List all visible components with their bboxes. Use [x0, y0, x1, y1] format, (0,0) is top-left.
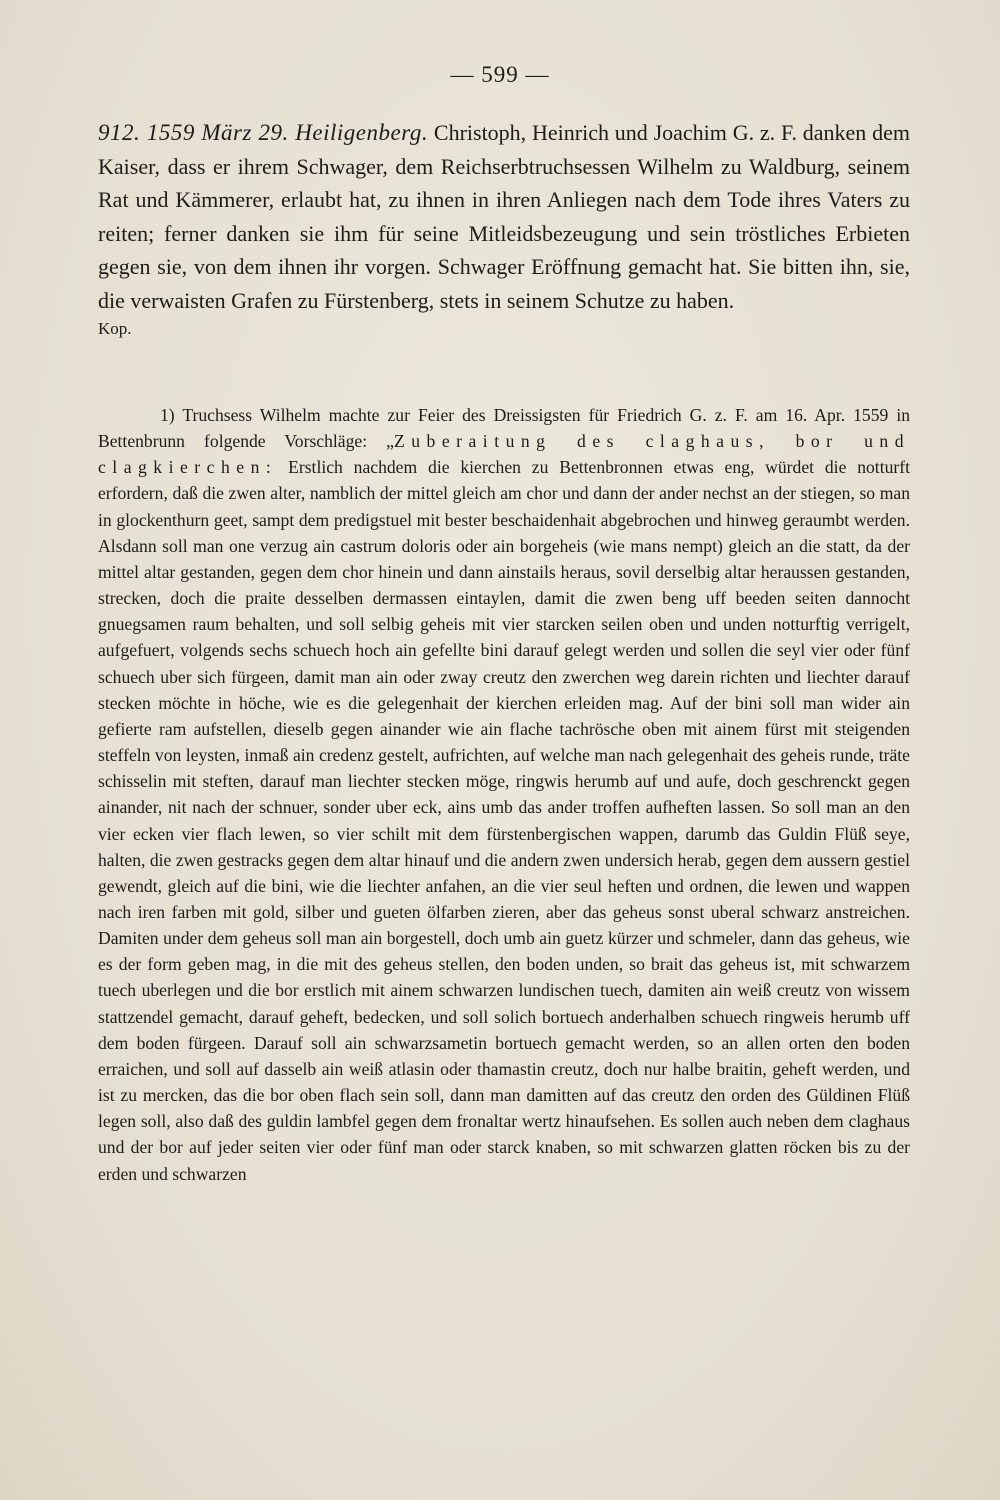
- entry-source: Kop.: [98, 319, 132, 338]
- footnote-intro: 1) Truchsess Wilhelm machte zur Feier des Dreissigsten für Friedrich G. z. F. am 16. Apr. 1559 in Bettenbrunn folgende Vorschläge: „: [98, 405, 910, 452]
- regest-entry: [98, 116, 910, 341]
- page-number: — 599 —: [450, 62, 550, 87]
- footnote: [98, 402, 910, 1187]
- entry-heading: 912. 1559 März 29. Heiligenberg.: [98, 120, 429, 145]
- footnote-paragraph: [98, 402, 910, 1187]
- regest-paragraph: [98, 116, 910, 341]
- entry-body: Christoph, Heinrich und Joachim G. z. F. danken dem Kaiser, dass er ihrem Schwager, dem Reichserbtruchsessen Wilhelm zu Waldburg, seinem Rat und Kämmerer, erlaubt hat, zu ihnen in ihren Anliegen nach dem Tode ihres Vaters zu reiten; ferner danken sie ihm für seine Mitleidsbezeugung und sein tröstliches Erbieten gegen sie, von dem ihnen ihr vorgen. Schwager Eröffnung gemacht hat. Sie bitten ihn, sie, die verwaisten Grafen zu Fürstenberg, stets in seinem Schutze zu haben.: [98, 120, 910, 313]
- footnote-text: Erstlich nachdem die kierchen zu Bettenbronnen etwas eng, würdet die notturft erfordern, daß die zwen alter, namblich der mittel gleich am chor und dann der ander nechst an der stiegen, so man in glockenthurn geet, sampt dem predigstuel mit bester beschaidenhait abgebrochen und hinweg geraumbt werden. Alsdann soll man one verzug ain castrum doloris oder ain borgeheis (wie mans nempt) gleich an die statt, da der mittel altar gestanden, gegen dem chor hinein und dann ainstails heraus, sovil derselbig altar heraussen gestanden, strecken, doch die praite desselben dermassen eintaylen, damit die zwen beng uff beeden seiten dannocht gnuegsamen raum behalten, und soll selbig geheis mit vier starcken seilen oben und unden notturftig verrigelt, aufgefuert, volgends sechs schuech hoch ain gefellte bini darauf gelegt werden und sollen die seyl vier oder fünf schuech uber sich fürgeen, damit man ain oder zway creutz den zwerchen weg darein richten und liechter darauf stecken möchte in höche, wie es die gelegenhait der kierchen erleiden mag. Auf der bini soll man wider ain gefierte ram aufstellen, dieselb gegen ainander wie ain flache tachrösche oben mit ainem fürst mit steigenden steffeln von leysten, inmaß ain credenz gestelt, aufrichten, auf welche man nach gelegenhait des geheis runde, träte schisselin mit steften, darauf man liechter stecken möge, ringwis herumb auf und aufe, doch geschrenckt gegen ainander, nit nach der schnuer, sonder uber eck, ains umb das ander troffen aufheften lassen. So soll man an den vier ecken vier flach lewen, so vier schilt mit dem fürstenbergischen wappen, darumb das Guldin Flüß seye, halten, die zwen gestracks gegen dem altar hinauf und die andern zwen undersich herab, gegen dem aussern gestiel gewendt, gleich auf die bini, wie die liechter anfahen, an die vier seul heften und ordnen, die lewen und wappen nach iren farben mit gold, silber und gueten ölfarben zieren, aber das geheus sonst uberal schwarz anstreichen. Damiten under dem geheus soll man ain borgestell, doch umb ain guetz kürzer und schmeler, dann das geheus, wie es der form geben mag, in die mit des geheus stellen, den boden unden, so brait das geheus ist, mit schwarzem tuech uberlegen und die bor erstlich mit ainem schwarzen lundischen tuech, damiten ain weiß creutz von wissem stattzendel gemacht, darauf geheft, bedecken, und soll solich bortuech anderhalben schuech ringweis herumb uff dem boden fürgeen. Darauf soll ain schwarzsametin bortuech gemacht werden, so an allen orten den boden erraichen, und soll auf dasselb ain weiß atlasin oder thamastin creutz, doch nur halbe braitin, geheft werden, und ist zu mercken, das die bor oben flach sein soll, dann man damitten auf das creutz den orden des Güldinen Flüß legen soll, also daß des guldin lambfel gegen dem fronaltar wertz hinaufsehen. Es sollen auch neben dem claghaus und der bor auf jeder seiten vier oder fünf man oder starck knaben, so mit schwarzen glatten röcken bis zu der erden und schwarzen: [98, 457, 910, 1184]
- footnote-spaced-heading: Zuberaitung des claghaus, bor und clagkierchen:: [98, 431, 911, 478]
